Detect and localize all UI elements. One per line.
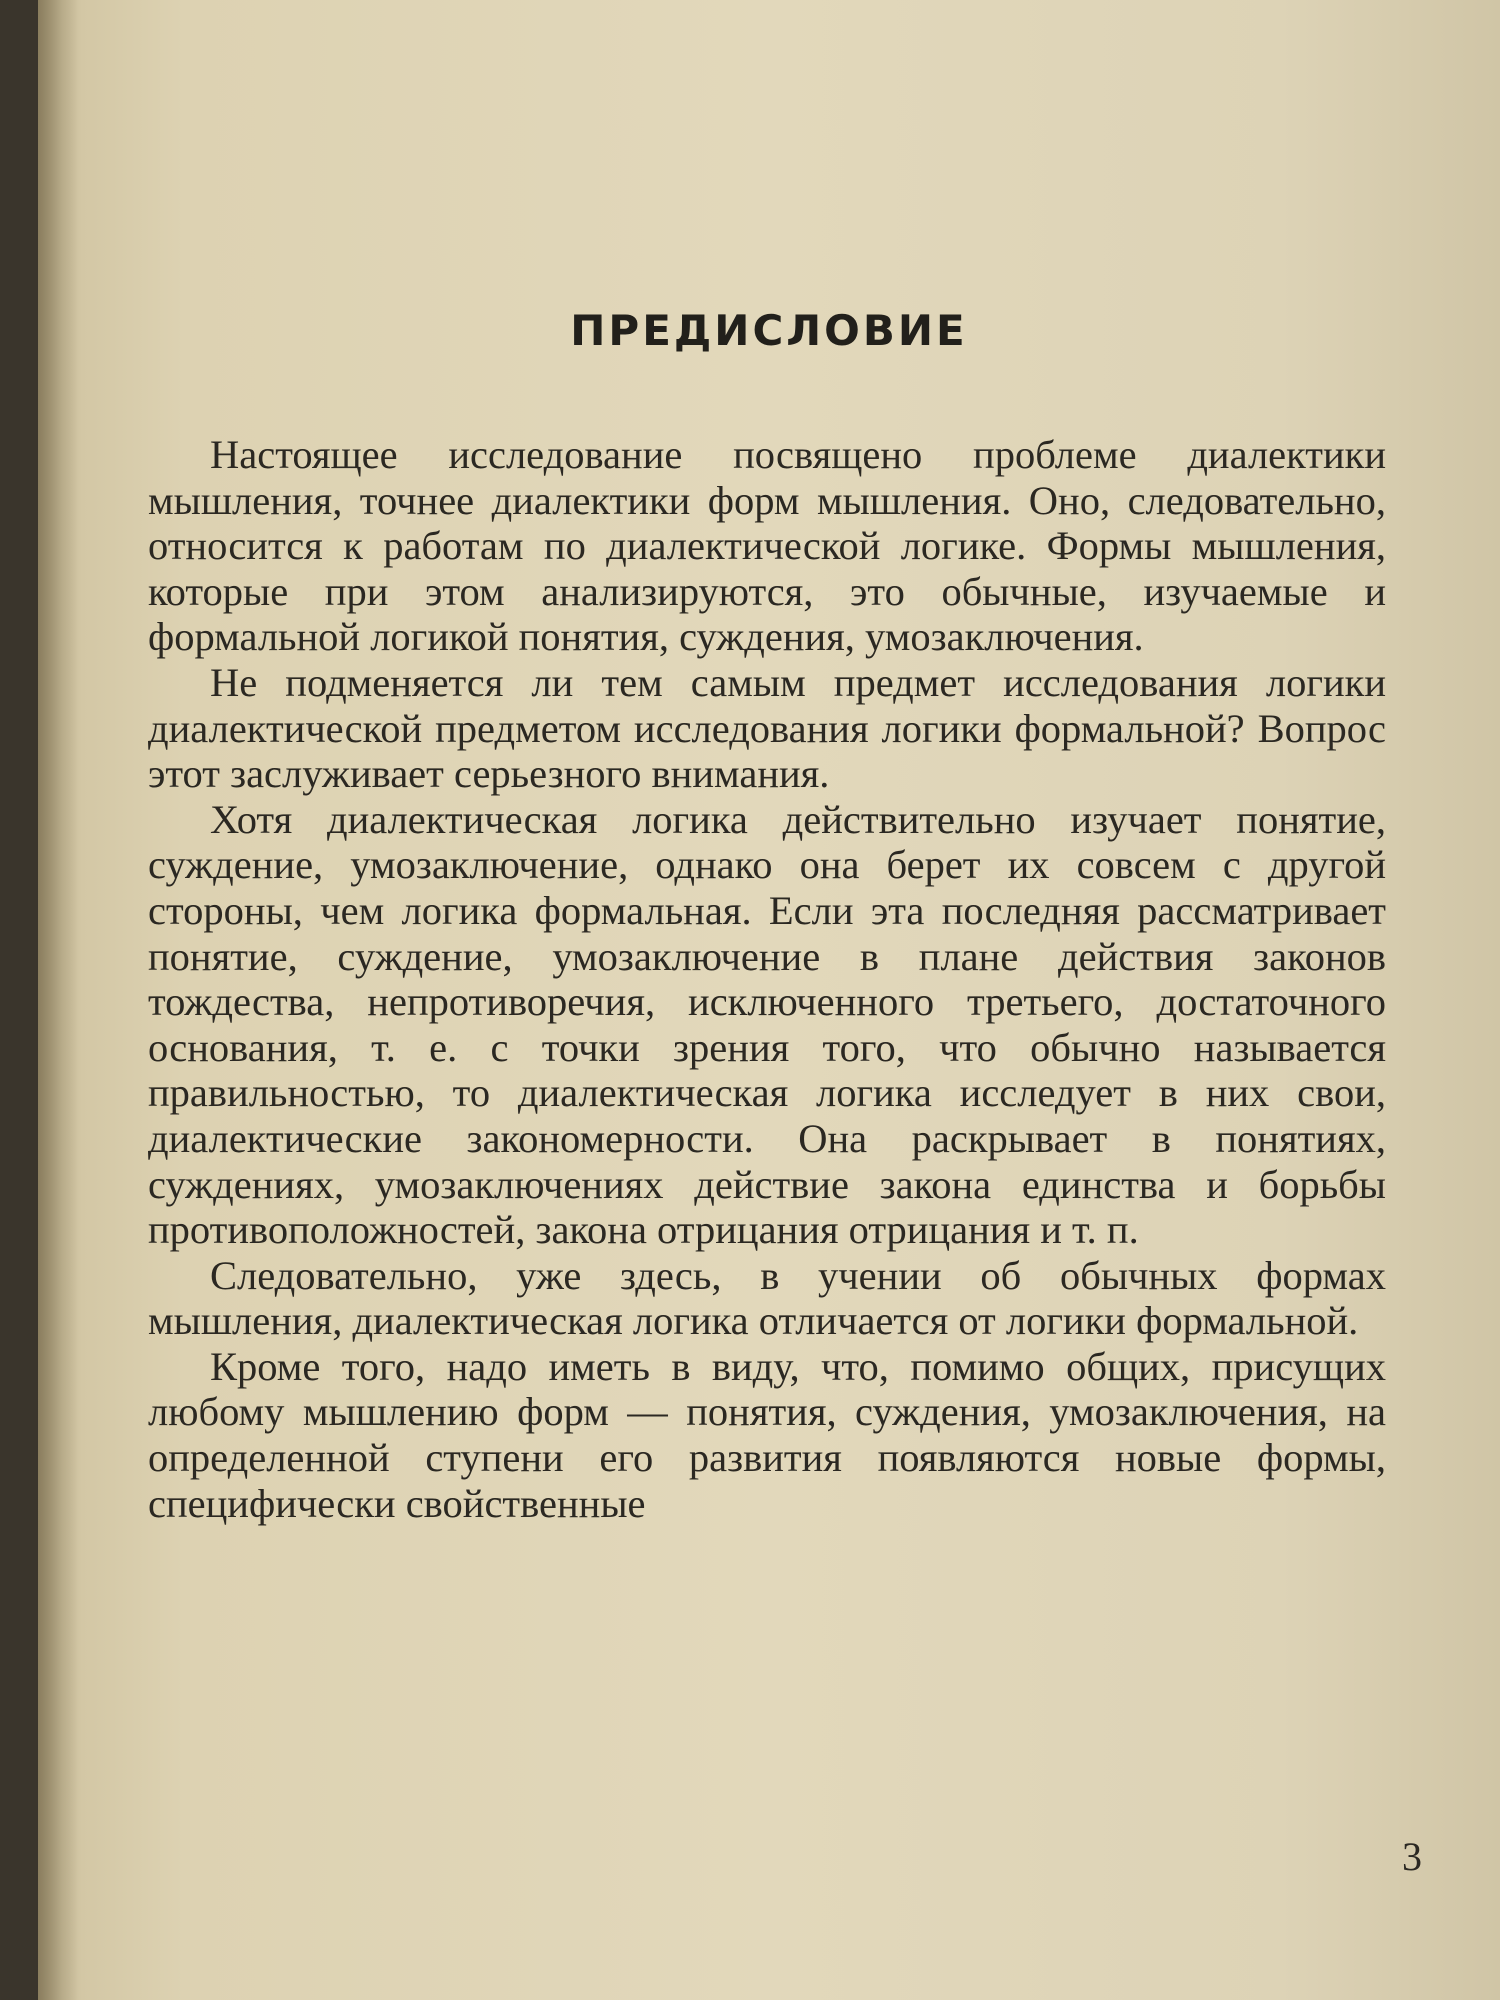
body-text — [148, 432, 1386, 1526]
paragraph-3: Хотя диалектическая логика действительно изучает понятие, суждение, умозаключение, однако она берет их совсем с другой стороны, чем логика формальная. Если эта последняя рассматривает понятие, суждение, умозаключение в плане действия законов тождества, непротиворечия, исключенного третьего, достаточного основания, т. е. с точки зрения того, что обычно называется правильностью, то диалектическая логика исследует в них свои, диалектические закономерности. Она раскрывает в понятиях, суждениях, умозаключениях действие закона единства и борьбы противоположностей, закона отрицания отрицания и т. п. — [148, 796, 1386, 1253]
paragraph-4: Следовательно, уже здесь, в учении об обычных формах мышления, диалектическая логика отличается от логики формальной. — [148, 1252, 1386, 1344]
spine-shadow — [38, 0, 78, 2000]
page-number: 3 — [1402, 1834, 1422, 1879]
paragraph-2: Не подменяется ли тем самым предмет исследования логики диалектической предметом исследования логики формальной? Вопрос этот заслуживает серьезного внимания. — [148, 659, 1386, 797]
book-page — [38, 0, 1500, 2000]
paragraph-1: Настоящее исследование посвящено проблеме диалектики мышления, точнее диалектики форм мышления. Оно, следовательно, относится к работам по диалектической логике. Формы мышления, которые при этом анализируются, это обычные, изучаемые и формальной логикой понятия, суждения, умозаключения. — [148, 432, 1386, 660]
page-title: ПРЕДИСЛОВИЕ — [570, 306, 968, 356]
paragraph-5: Кроме того, надо иметь в виду, что, помимо общих, присущих любому мышлению форм — понятия, суждения, умозаключения, на определенной ступени его развития появляются новые формы, специфически свойственные — [148, 1343, 1386, 1526]
